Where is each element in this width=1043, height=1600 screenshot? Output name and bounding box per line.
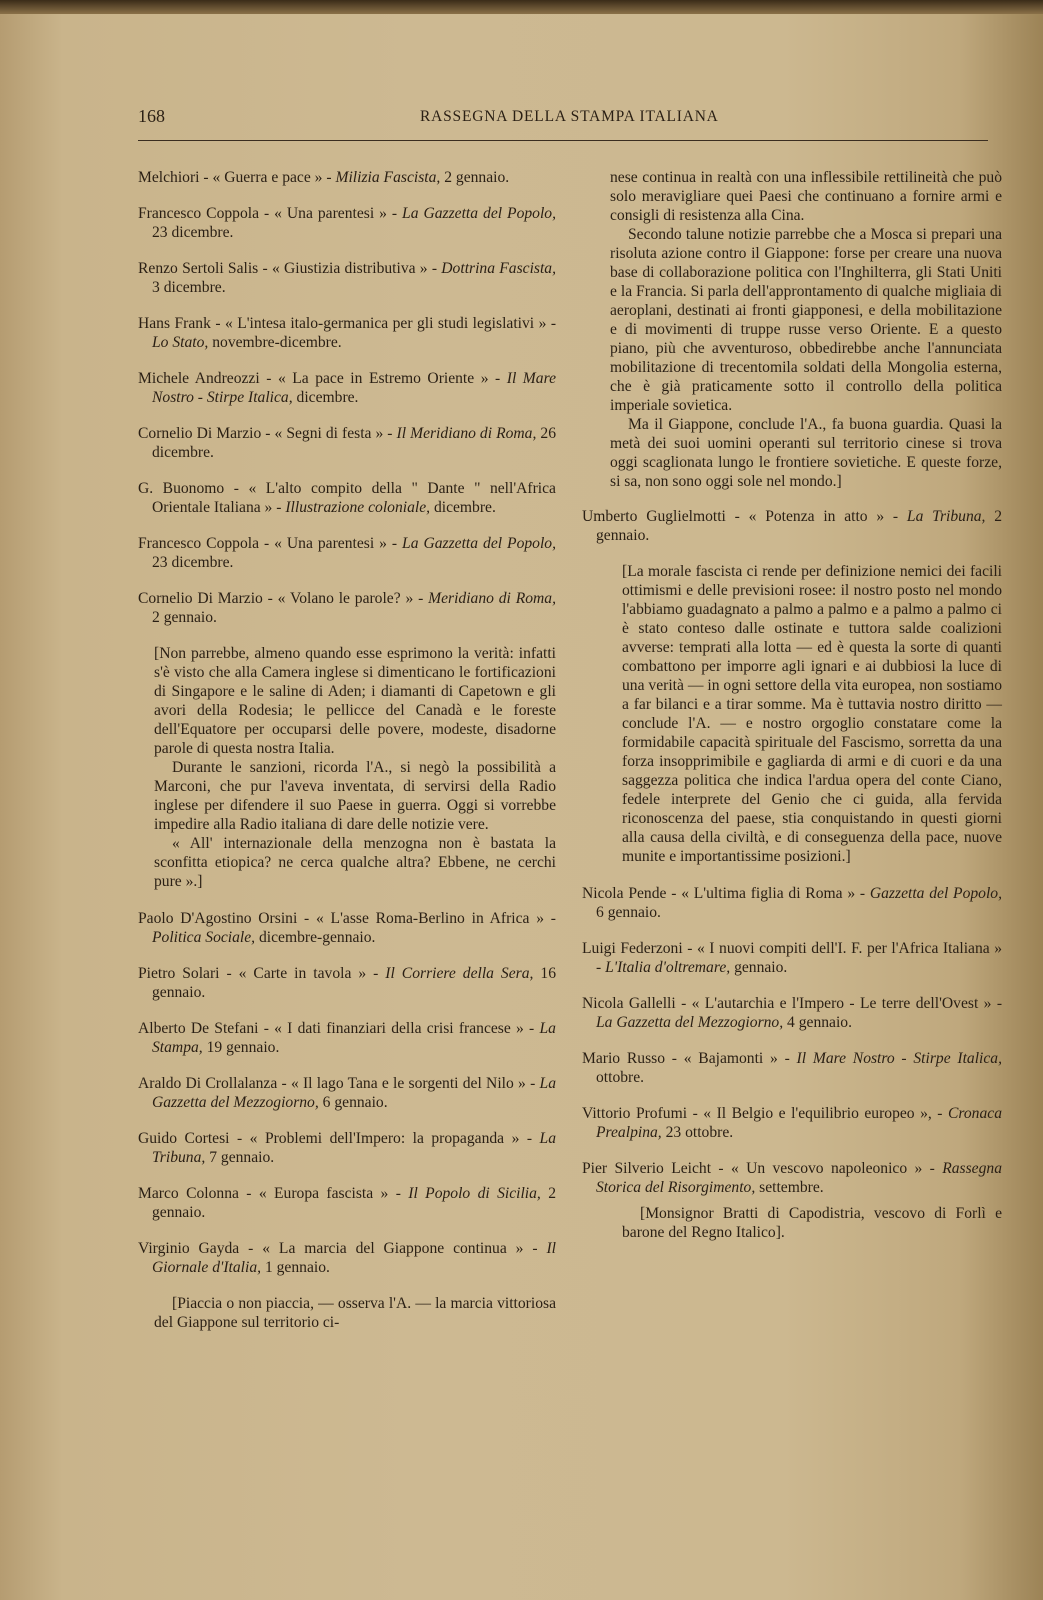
entry-author: Araldo Di Crollalanza bbox=[138, 1075, 278, 1092]
note-paragraph: [Non parrebbe, almeno quando esse esprimono la verità: infatti s'è visto che alla Camera inglese si dimenticano le fortificazioni di Singapore e le saline di Aden; i diamanti di Capetown e gli avori della Rodesia; le pellicce del Canadà e le foreste dell'Equatore per occuparsi delle povere, modeste, disadorne parole di questa nostra Italia. bbox=[154, 645, 556, 757]
entry-author: Nicola Pende bbox=[582, 885, 667, 902]
bibliography-entry: Luigi Federzoni - « I nuovi compiti dell'I. F. per l'Africa Italiana » - L'Italia d'oltremare, gennaio. bbox=[582, 940, 1002, 976]
entry-date: ottobre. bbox=[596, 1069, 645, 1086]
entry-title: « Il lago Tana e le sorgenti del Nilo » bbox=[290, 1075, 526, 1092]
entry-date: settembre. bbox=[759, 1179, 824, 1196]
entry-author: Nicola Gallelli bbox=[582, 995, 676, 1012]
note-potenza-in-atto bbox=[582, 562, 1002, 866]
bibliography-entry: Guido Cortesi - « Problemi dell'Impero: la propaganda » - La Tribuna, 7 gennaio. bbox=[138, 1130, 557, 1166]
entry-source: La Gazzetta del Mezzogiorno, bbox=[152, 1075, 556, 1111]
bibliography-entry: Melchiori - « Guerra e pace » - Milizia Fascista, 2 gennaio. bbox=[138, 169, 510, 186]
entry-date: 23 ottobre. bbox=[665, 1124, 734, 1141]
entry-author: Marco Colonna bbox=[138, 1185, 239, 1202]
bibliography-entry: Nicola Gallelli - « L'autarchia e l'Impero - Le terre dell'Ovest » - La Gazzetta del Mezzogiorno, 4 gennaio. bbox=[582, 995, 1003, 1031]
entry-author: Guido Cortesi bbox=[138, 1130, 230, 1147]
entry-author: Cornelio Di Marzio bbox=[138, 590, 263, 607]
entry-title: « Una parentesi » bbox=[274, 535, 387, 552]
note-paragraph: Secondo talune notizie parrebbe che a Mosca si prepari una risoluta azione contro il Giappone: forse per creare una nuova base di collaborazione politica con l'Inghilterra, gli Stati Uniti e la Francia. Si parla dell'approntamento di qualche migliaia di aeroplani, destinati ai fronti giapponesi, e della mobilitazione e di movimenti di truppe russe verso Oriente. E a questo piano, più che avventuroso, obbedirebbe anche l'annunciata mobilitazione di trecentomila soldati della Mongolia esterna, che è già praticamente sotto il controllo della politica imperiale sovietica. bbox=[610, 226, 1002, 414]
entry-source: La Tribuna, bbox=[906, 508, 986, 525]
entry-author: Hans Frank bbox=[138, 315, 211, 332]
entry-title: « Problemi dell'Impero: la propaganda » bbox=[249, 1130, 520, 1147]
bibliography-entry: Cornelio Di Marzio - « Volano le parole? » - Meridiano di Roma, 2 gennaio. bbox=[138, 590, 556, 626]
bibliography-entry: Alberto De Stefani - « I dati finanziari della crisi francese » - La Stampa, 19 gennaio. bbox=[138, 1020, 556, 1056]
entry-date: 6 gennaio. bbox=[322, 1094, 388, 1111]
entry-source: Meridiano di Roma, bbox=[428, 590, 556, 607]
entry-source: Politica Sociale, bbox=[152, 929, 256, 946]
page-number: 168 bbox=[138, 106, 165, 126]
entry-source: La Gazzetta del Popolo, bbox=[402, 535, 556, 552]
entry-title: « Potenza in atto » bbox=[748, 508, 885, 525]
entry-date: 26 dicembre. bbox=[152, 425, 556, 461]
note-paragraph: nese continua in realtà con una inflessibile rettilineità che può solo meravigliare quei Paesi che continuano a fornire armi e consigli di resistenza alla Cina. bbox=[610, 169, 1002, 224]
entry-author: Luigi Federzoni bbox=[582, 940, 683, 957]
page-header bbox=[138, 104, 988, 144]
note-paragraph: Durante le sanzioni, ricorda l'A., si negò la possibilità a Marconi, che pur l'aveva inventata, di servirsi della Radio inglese per difendere il suo Paese in guerra. Oggi si vorrebbe impedire alla Radio italiana di dare delle notizie vere. bbox=[154, 759, 556, 833]
note-paragraph: « All' internazionale della menzogna non è bastata la sconfitta etiopica? ne cerca qualche altra? Ebbene, ne cerchi pure ».] bbox=[154, 835, 556, 890]
entry-author: Michele Andreozzi bbox=[138, 370, 260, 387]
bibliography-entry: Araldo Di Crollalanza - « Il lago Tana e le sorgenti del Nilo » - La Gazzetta del Mezzogiorno, 6 gennaio. bbox=[138, 1075, 556, 1111]
entry-author: Umberto Guglielmotti bbox=[582, 508, 726, 525]
entry-title: « Europa fascista » bbox=[258, 1185, 389, 1202]
entry-title: « Il Belgio e l'equilibrio europeo », bbox=[703, 1105, 932, 1122]
entry-date: 16 gennaio. bbox=[152, 965, 556, 1001]
entry-author: Francesco Coppola bbox=[138, 205, 260, 222]
bibliography-entry: Renzo Sertoli Salis - « Giustizia distributiva » - Dottrina Fascista, 3 dicembre. bbox=[138, 260, 557, 296]
running-title: RASSEGNA DELLA STAMPA ITALIANA bbox=[420, 108, 719, 125]
bibliography-entry: Paolo D'Agostino Orsini - « L'asse Roma-Berlino in Africa » - Politica Sociale, dicembre-gennaio. bbox=[138, 910, 556, 946]
entry-title: « I dati finanziari della crisi francese » bbox=[274, 1020, 524, 1037]
entry-source: Il Mare Nostro - Stirpe Italica, bbox=[796, 1050, 1003, 1067]
bibliography-entry: Umberto Guglielmotti - « Potenza in atto » - La Tribuna, 2 gennaio. bbox=[582, 508, 1003, 544]
note-paragraph: [Monsignor Bratti di Capodistria, vescovo di Forlì e barone del Regno Italico]. bbox=[622, 1205, 1002, 1241]
note-paragraph: [Piaccia o non piaccia, — osserva l'A. — la marcia vittoriosa del Giappone sul territorio ci- bbox=[154, 1295, 556, 1331]
entry-author: Pier Silverio Leicht bbox=[582, 1160, 712, 1177]
note-giappone-continued bbox=[582, 168, 1002, 491]
entry-source: Dottrina Fascista, bbox=[441, 260, 557, 277]
entry-source: Cronaca Prealpina, bbox=[596, 1105, 1002, 1141]
entry-title: « Guerra e pace » bbox=[212, 169, 323, 186]
bibliography-entry: Pietro Solari - « Carte in tavola » - Il Corriere della Sera, 16 gennaio. bbox=[138, 965, 556, 1001]
entry-title: « Carte in tavola » bbox=[238, 965, 367, 982]
entry-title: « La pace in Estremo Oriente » bbox=[277, 370, 489, 387]
entry-date: dicembre-gennaio. bbox=[258, 929, 376, 946]
entry-title: « Segni di festa » bbox=[274, 425, 384, 442]
entry-date: 3 dicembre. bbox=[152, 279, 226, 296]
entry-date: gennaio. bbox=[734, 959, 788, 976]
entry-title: « Un vescovo napoleonico » bbox=[730, 1160, 923, 1177]
entry-date: 1 gennaio. bbox=[264, 1259, 330, 1276]
entry-title: « L'ultima figlia di Roma » bbox=[681, 885, 856, 902]
bibliography-entry: Nicola Pende - « L'ultima figlia di Roma » - Gazzetta del Popolo, 6 gennaio. bbox=[582, 885, 1002, 921]
entry-date: 2 gennaio. bbox=[152, 1185, 556, 1221]
entry-author: Virginio Gayda bbox=[138, 1240, 240, 1257]
page-top-edge bbox=[0, 0, 1043, 14]
entry-source: Gazzetta del Popolo, bbox=[869, 885, 1002, 902]
entry-date: 23 dicembre. bbox=[152, 224, 234, 241]
entry-title: « L'alto compito della " Dante " nell'Africa Orientale Italiana » bbox=[152, 480, 556, 516]
bibliography-entry: Michele Andreozzi - « La pace in Estremo Oriente » - Il Mare Nostro - Stirpe Italica, dicembre. bbox=[138, 370, 556, 406]
bibliography-entry: Cornelio Di Marzio - « Segni di festa » - Il Meridiano di Roma, 26 dicembre. bbox=[138, 425, 556, 461]
note-volano-le-parole bbox=[138, 644, 556, 891]
bibliography-entry: Francesco Coppola - « Una parentesi » - La Gazzetta del Popolo, 23 dicembre. bbox=[138, 205, 556, 241]
bibliography-entry: Hans Frank - « L'intesa italo-germanica per gli studi legislativi » - Lo Stato, novembre-dicembre. bbox=[138, 315, 557, 351]
entry-source: Il Popolo di Sicilia, bbox=[408, 1185, 541, 1202]
entry-source: Milizia Fascista, bbox=[335, 169, 441, 186]
entry-title: « L'intesa italo-germanica per gli studi legislativi » bbox=[224, 315, 547, 332]
right-column bbox=[582, 168, 1002, 1244]
entry-date: 6 gennaio. bbox=[596, 904, 661, 921]
bibliography-entry: Pier Silverio Leicht - « Un vescovo napoleonico » - Rassegna Storica del Risorgimento, settembre. bbox=[582, 1160, 1002, 1196]
entry-author: Vittorio Profumi bbox=[582, 1105, 688, 1122]
entry-source: Illustrazione coloniale, bbox=[285, 499, 431, 516]
bibliography-entry: Mario Russo - « Bajamonti » - Il Mare Nostro - Stirpe Italica, ottobre. bbox=[582, 1050, 1003, 1086]
entry-source: La Tribuna, bbox=[152, 1130, 557, 1166]
entry-source: La Stampa, bbox=[152, 1020, 556, 1056]
entry-date: 7 gennaio. bbox=[209, 1149, 275, 1166]
note-paragraph: Ma il Giappone, conclude l'A., fa buona guardia. Quasi la metà dei suoi uomini operanti sul territorio cinese si trova oggi scaglionata lungo le frontiere sovietiche. E queste forze, si sa, non sono oggi sole nel mondo.] bbox=[610, 416, 1002, 490]
left-entries-2 bbox=[138, 909, 556, 1277]
entry-source: Il Corriere della Sera, bbox=[385, 965, 534, 982]
bibliography-entry: G. Buonomo - « L'alto compito della " Dante " nell'Africa Orientale Italiana » - Illustrazione coloniale, dicembre. bbox=[138, 480, 556, 516]
entry-date: novembre-dicembre. bbox=[212, 334, 342, 351]
entry-title: « Volano le parole? » bbox=[277, 590, 414, 607]
entry-date: 19 gennaio. bbox=[206, 1039, 280, 1056]
bibliography-entry: Marco Colonna - « Europa fascista » - Il Popolo di Sicilia, 2 gennaio. bbox=[138, 1185, 556, 1221]
entry-source: La Gazzetta del Mezzogiorno, bbox=[596, 1014, 784, 1031]
right-entry-guglielmotti bbox=[582, 507, 1002, 545]
entry-source: Lo Stato, bbox=[152, 334, 209, 351]
left-entries bbox=[138, 168, 556, 627]
entry-title: « Bajamonti » bbox=[683, 1050, 778, 1067]
entry-title: « L'autarchia e l'Impero - Le terre dell'Ovest » bbox=[691, 995, 992, 1012]
entry-date: dicembre. bbox=[296, 389, 359, 406]
entry-date: 23 dicembre. bbox=[152, 554, 234, 571]
bibliography-entry: Virginio Gayda - « La marcia del Giappone continua » - Il Giornale d'Italia, 1 gennaio. bbox=[138, 1240, 556, 1276]
note-paragraph: [La morale fascista ci rende per definizione nemici dei facili ottimismi e delle previsioni rosee: il nostro posto nel mondo l'abbiamo guadagnato a palmo a palmo e a palmo a palmo ci è stato conteso dalle ostinate e tuttora salde coalizioni avverse: temprati alla lotta — ed è questa la sorte di quanti combattono per imporre agli ignari e ai dubbiosi la luce di una verità — in ogni settore della vita europea, non sostiamo a far bilanci e a tirar somme. Ma è tuttavia nostro diritto — conclude l'A. — e nostro orgoglio constatare come la formidabile capacità spirituale del Fascismo, sorretta da una forza insopprimibile e gagliarda di armi e di cuori e da una saggezza politica che indica l'ardua opera del conte Ciano, fedele interprete del Genio che ci guida, alla fervida riconoscenza del paese, stia conquistando in questi giorni alla causa della civiltà, e di conseguenza della pace, nuove munite e importantissime posizioni.] bbox=[622, 563, 1002, 865]
left-column bbox=[138, 168, 556, 1334]
entry-author: Paolo D'Agostino Orsini bbox=[138, 910, 298, 927]
entry-date: 4 gennaio. bbox=[787, 1014, 852, 1031]
entry-author: G. Buonomo bbox=[138, 480, 225, 497]
right-entries bbox=[582, 884, 1002, 1197]
entry-title: « L'asse Roma-Berlino in Africa » bbox=[316, 910, 545, 927]
entry-source: La Gazzetta del Popolo, bbox=[402, 205, 556, 222]
entry-title: « I nuovi compiti dell'I. F. per l'Africa Italiana » bbox=[696, 940, 1002, 957]
note-giappone bbox=[138, 1294, 556, 1332]
entry-author: Melchiori bbox=[138, 169, 200, 186]
bibliography-entry: Vittorio Profumi - « Il Belgio e l'equilibrio europeo », - Cronaca Prealpina, 23 ottobre. bbox=[582, 1105, 1002, 1141]
entry-date: dicembre. bbox=[433, 499, 496, 516]
entry-title: « La marcia del Giappone continua » bbox=[262, 1240, 524, 1257]
header-rule bbox=[138, 140, 988, 141]
entry-date: 2 gennaio. bbox=[444, 169, 510, 186]
entry-author: Mario Russo bbox=[582, 1050, 666, 1067]
note-bratti bbox=[582, 1204, 1002, 1242]
entry-author: Pietro Solari bbox=[138, 965, 220, 982]
entry-source: Il Mare Nostro - Stirpe Italica, bbox=[152, 370, 556, 406]
entry-source: Il Meridiano di Roma, bbox=[396, 425, 537, 442]
entry-source: L'Italia d'oltremare, bbox=[605, 959, 731, 976]
entry-date: 2 gennaio. bbox=[152, 609, 217, 626]
entry-title: « Giustizia distributiva » bbox=[271, 260, 428, 277]
bibliography-entry: Francesco Coppola - « Una parentesi » - La Gazzetta del Popolo, 23 dicembre. bbox=[138, 535, 556, 571]
entry-author: Alberto De Stefani bbox=[138, 1020, 259, 1037]
entry-source: Rassegna Storica del Risorgimento, bbox=[596, 1160, 1002, 1196]
entry-source: Il Giornale d'Italia, bbox=[152, 1240, 556, 1276]
entry-date: 2 gennaio. bbox=[596, 508, 1003, 544]
entry-author: Francesco Coppola bbox=[138, 535, 260, 552]
entry-author: Cornelio Di Marzio bbox=[138, 425, 262, 442]
entry-title: « Una parentesi » bbox=[274, 205, 387, 222]
entry-author: Renzo Sertoli Salis bbox=[138, 260, 259, 277]
